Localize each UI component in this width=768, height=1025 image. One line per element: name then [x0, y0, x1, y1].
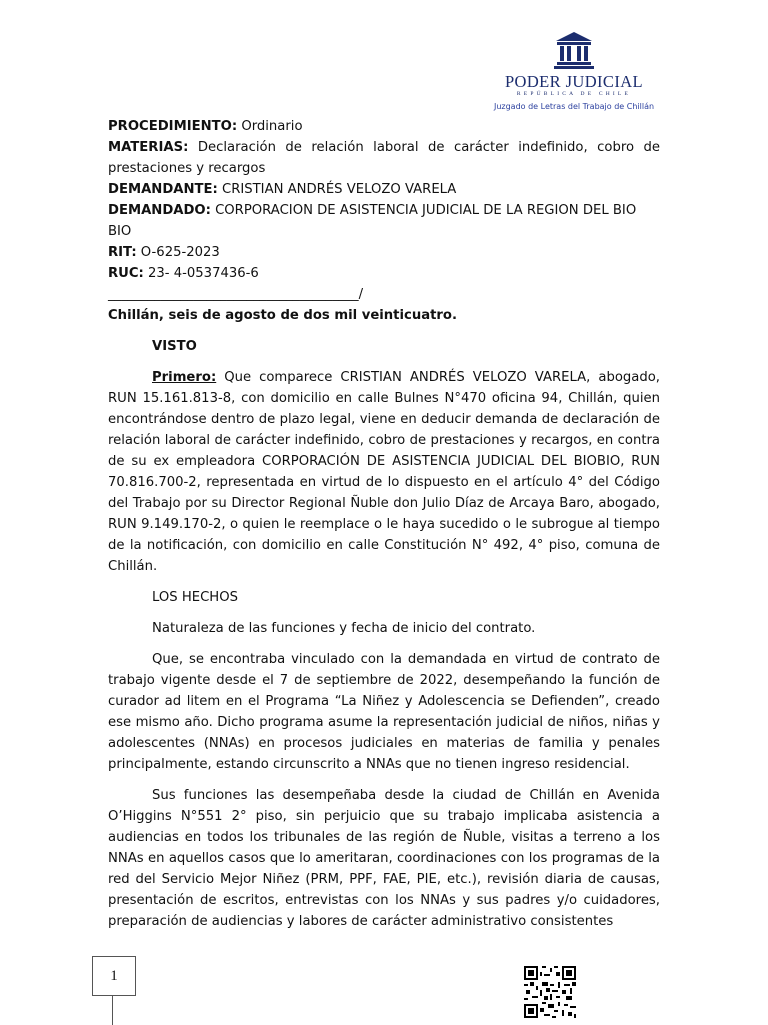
page-number-divider: [112, 995, 113, 1025]
demandante-label: DEMANDANTE:: [108, 182, 218, 197]
rit-value: O-625-2023: [136, 245, 220, 260]
hechos-paragraph-1: Que, se encontraba vinculado con la demandada en virtud de contrato de trabajo vigente desde el 7 de septiembre de 2022, desempeñando la función de curador ad litem en el Programa “La Niñez y Adolescencia se Defienden”, creado ese mismo año. Dicho programa asume la representación judicial de niños, niñas y adolescentes (NNAs) en procesos judiciales en materias de familia y penales principalmente, estando circunscrito a NNAs que no tienen ingreso residencial.: [108, 652, 660, 772]
page-number-box: [92, 956, 136, 996]
org-name: PODER JUDICIAL: [504, 72, 644, 91]
primero-label: Primero:: [152, 370, 217, 385]
hechos-paragraph-2: Sus funciones las desempeñaba desde la ciudad de Chillán en Avenida O’Higgins N°551 2° piso, sin perjuicio que su trabajo implicaba asistencia a audiencias en todos los tribunales de las región de Ñuble, visitas a terreno a los NNAs en aquellos casos que lo ameritaran, coordinaciones con los programas de la red del Servicio Mejor Niñez (PRM, PPF, FAE, PIE, etc.), revisión diaria de causas, presentación de escritos, entrevistas con los NNAs y sus padres y/o cuidadores, preparación de audiencias y labores de carácter administrativo consistentes: [108, 788, 660, 929]
rit-line: [108, 242, 660, 263]
procedimiento-value: Ordinario: [237, 119, 303, 134]
courthouse-icon: [552, 30, 596, 70]
demandado-label: DEMANDADO:: [108, 203, 211, 218]
org-subtitle: REPÚBLICA DE CHILE: [516, 91, 632, 97]
qr-code-icon: [524, 966, 576, 1018]
document-body: [108, 116, 660, 932]
date-line: Chillán, seis de agosto de dos mil veinticuatro.: [108, 308, 457, 323]
ruc-value: 23- 4-0537436-6: [143, 266, 259, 281]
demandante-value: CRISTIAN ANDRÉS VELOZO VARELA: [217, 182, 457, 197]
ruc-line: [108, 263, 660, 284]
primero-paragraph: [108, 367, 660, 577]
procedimiento-line: [108, 116, 660, 137]
demandante-line: [108, 179, 660, 200]
court-name: Juzgado de Letras del Trabajo de Chillán: [493, 102, 655, 111]
procedimiento-label: PROCEDIMIENTO:: [108, 119, 238, 134]
rit-label: RIT:: [108, 245, 137, 260]
page-number: 1: [110, 968, 118, 984]
demandado-value: CORPORACION DE ASISTENCIA JUDICIAL DE LA REGION DEL BIO BIO: [108, 203, 637, 239]
materias-label: MATERIAS:: [108, 140, 189, 155]
los-hechos-heading: LOS HECHOS: [152, 590, 238, 605]
poder-judicial-logo: [486, 30, 662, 112]
naturaleza-subheading: Naturaleza de las funciones y fecha de inicio del contrato.: [152, 621, 536, 636]
ruc-label: RUC:: [108, 266, 144, 281]
visto-heading: VISTO: [152, 339, 197, 354]
separator-line: ______________________________________/: [108, 287, 364, 302]
demandado-line: [108, 200, 660, 242]
primero-text: Que comparece CRISTIAN ANDRÉS VELOZO VARELA, abogado, RUN 15.161.813-8, con domicilio en calle Bulnes N°470 oficina 94, Chillán, quien encontrándose dentro de plazo legal, viene en deducir demanda de declaración de relación laboral de carácter indefinido, cobro de prestaciones y recargos, en contra de su ex empleadora CORPORACIÓN DE ASISTENCIA JUDICIAL DEL BIOBIO, RUN 70.816.700-2, representada en virtud de lo dispuesto en el artículo 4° del Código del Trabajo por su Director Regional Ñuble don Julio Díaz de Arcaya Baro, abogado, RUN 9.149.170-2, o quien le reemplace o le haya sucedido o le subrogue al tiempo de la notificación, con domicilio en calle Constitución N° 492, 4° piso, comuna de Chillán.: [108, 370, 660, 574]
materias-line: [108, 137, 660, 179]
materias-value: Declaración de relación laboral de carácter indefinido, cobro de prestaciones y recargos: [108, 140, 660, 176]
